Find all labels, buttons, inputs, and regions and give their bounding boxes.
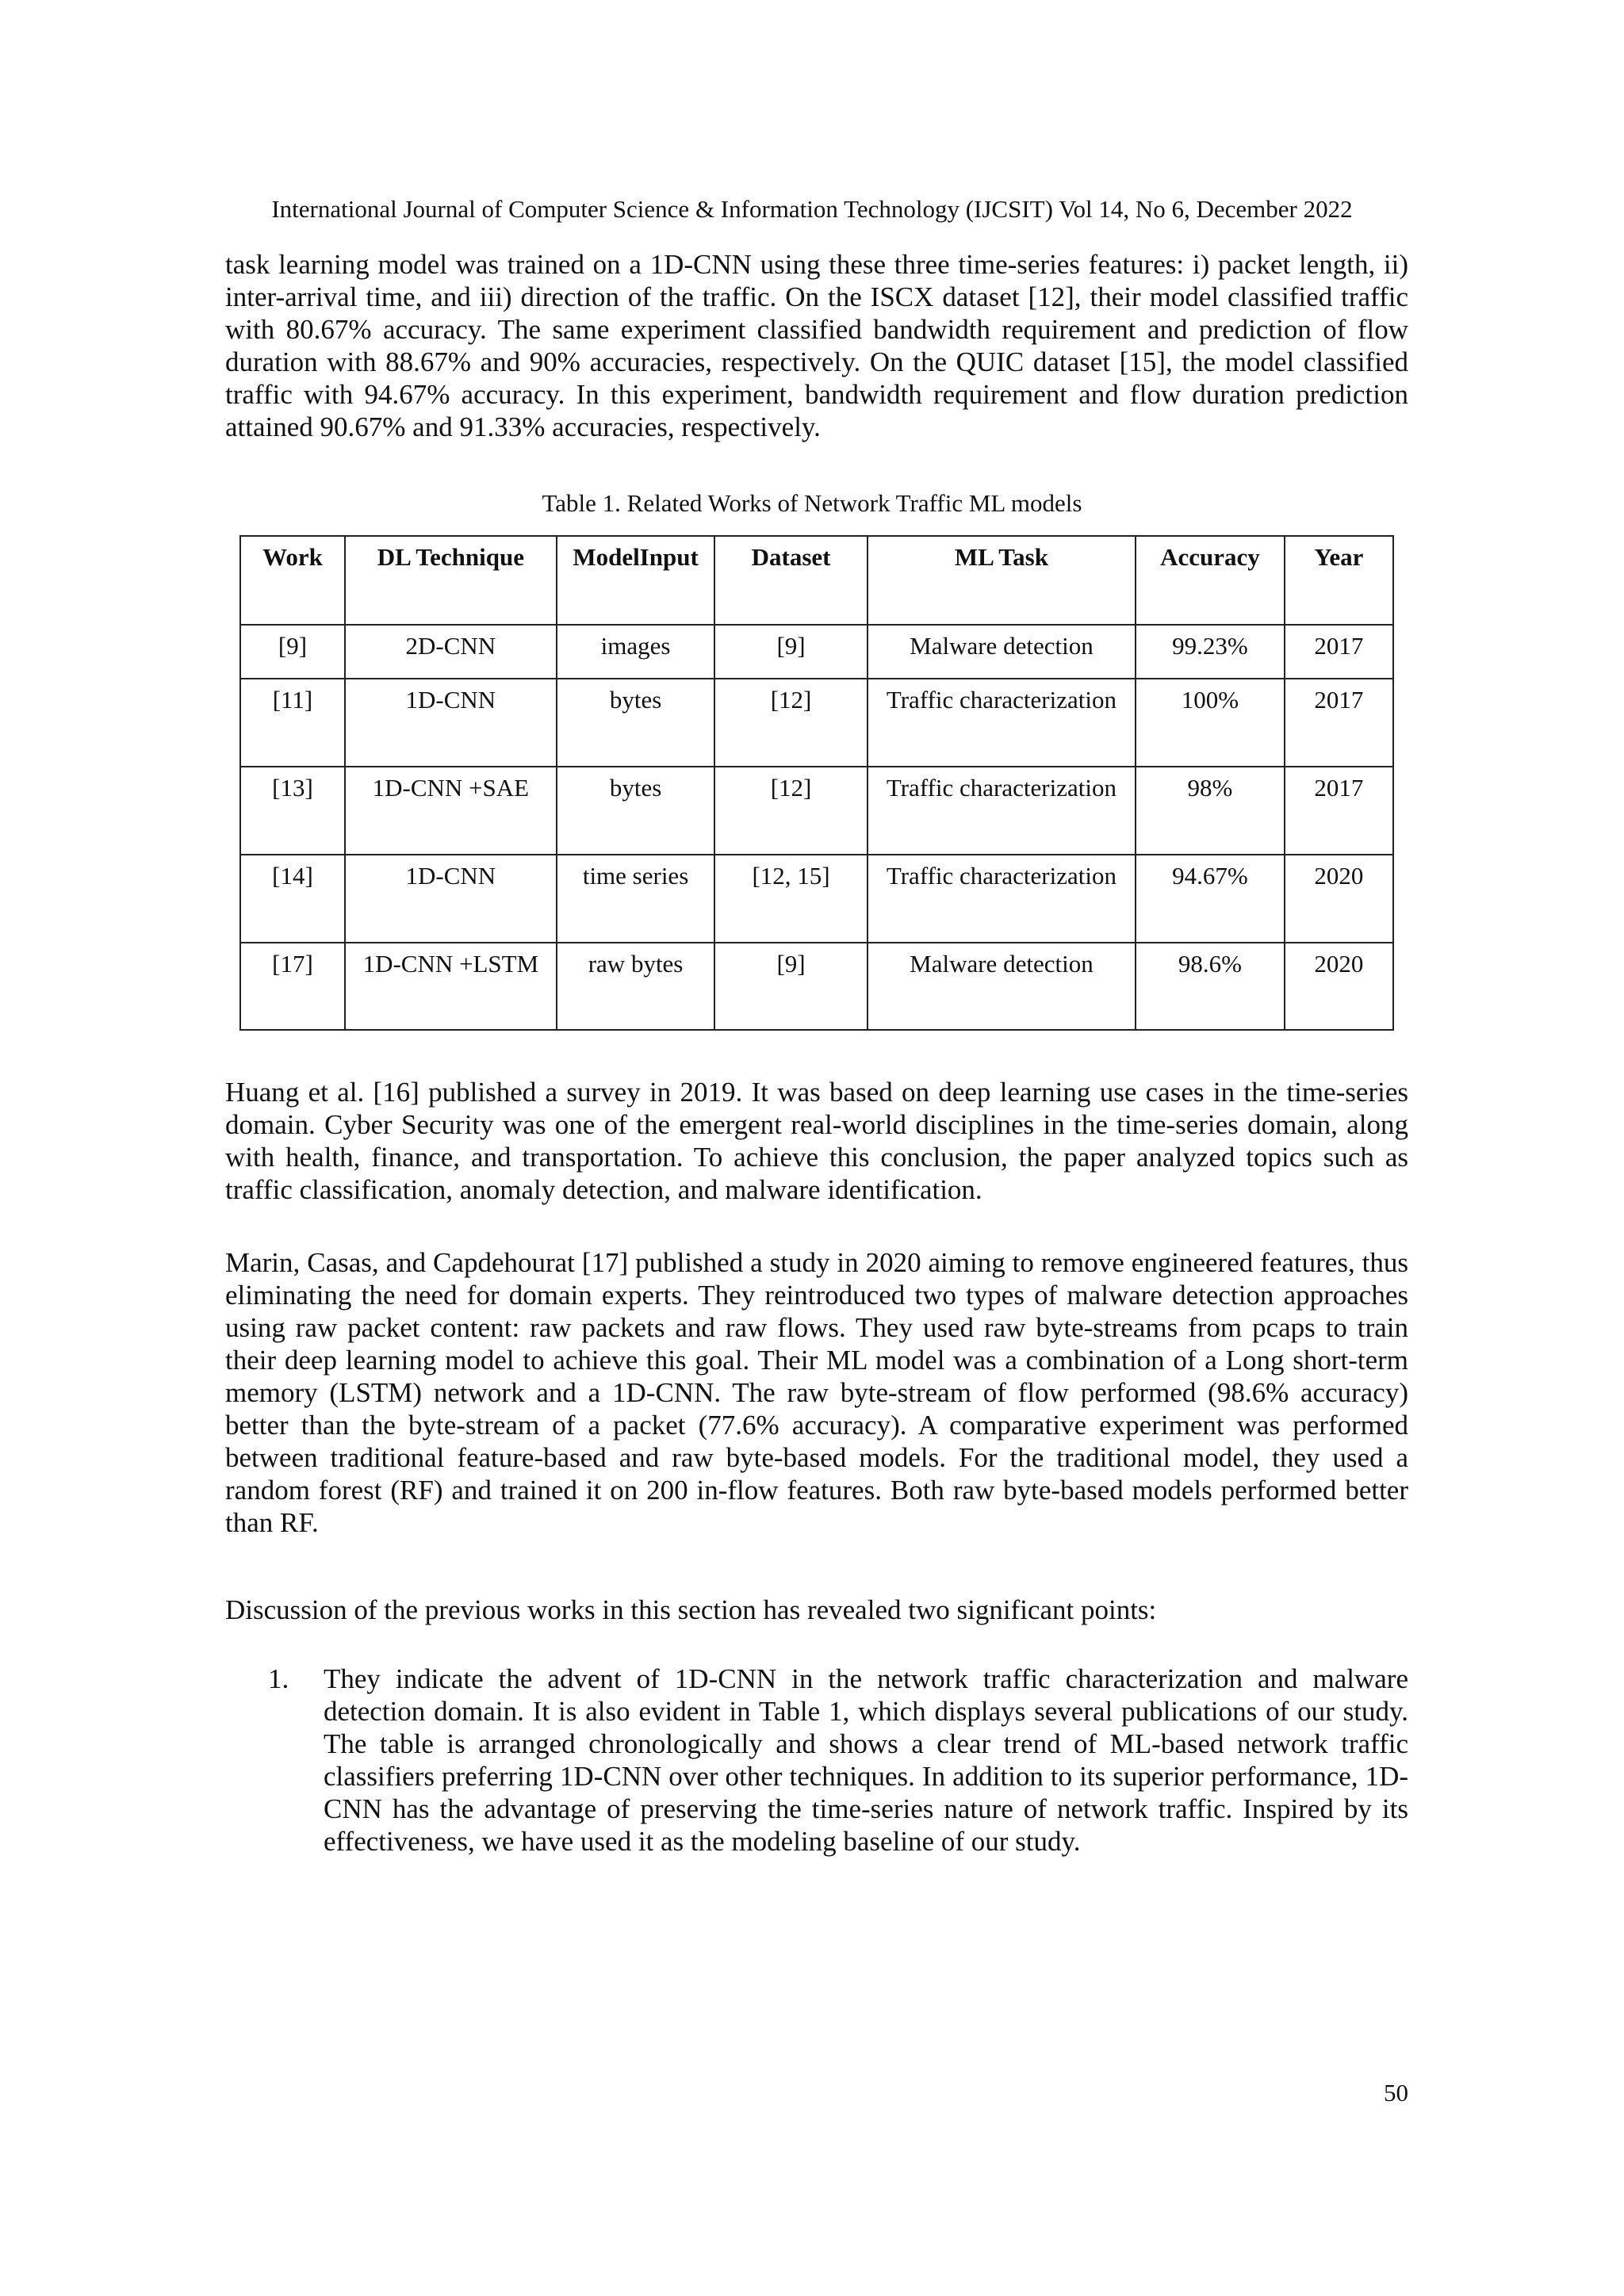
table-row [240, 855, 1393, 943]
table-cell: 2017 [1285, 767, 1393, 855]
table-cell: Traffic characterization [868, 679, 1136, 767]
table-cell: Malware detection [868, 943, 1136, 1030]
table-row [240, 625, 1393, 679]
table-cell: 1D-CNN +SAE [345, 767, 557, 855]
table-cell: [9] [714, 625, 867, 679]
table-cell: [12] [714, 679, 867, 767]
related-works-table [239, 535, 1394, 1031]
table-cell: 98% [1136, 767, 1285, 855]
header-cell: Accuracy [1136, 536, 1285, 625]
table-cell: [12] [714, 767, 867, 855]
table-cell: [9] [714, 943, 867, 1030]
table-header-row [240, 536, 1393, 625]
header-cell: Year [1285, 536, 1393, 625]
table-cell: [17] [240, 943, 345, 1030]
table-cell: 2020 [1285, 943, 1393, 1030]
page-number: 50 [1384, 2079, 1408, 2107]
table-cell: bytes [557, 767, 715, 855]
journal-header: International Journal of Computer Science & Information Technology (IJCSIT) Vol 14, No 6, December 2022 [271, 195, 1353, 223]
header-cell: DL Technique [345, 536, 557, 625]
table-cell: 2020 [1285, 855, 1393, 943]
table-cell: 2017 [1285, 679, 1393, 767]
table-cell: 99.23% [1136, 625, 1285, 679]
table-cell: raw bytes [557, 943, 715, 1030]
table-cell: [9] [240, 625, 345, 679]
marin-paragraph: Marin, Casas, and Capdehourat [17] published a study in 2020 aiming to remove engineered features, thus eliminating the need for domain experts. They reintroduced two types of malware detection approaches using raw packet content: raw packets and raw flows. They used raw byte-streams from pcaps to train their deep learning model to achieve this goal. Their ML model was a combination of a Long short-term memory (LSTM) network and a 1D-CNN. The raw byte-stream of flow performed (98.6% accuracy) better than the byte-stream of a packet (77.6% accuracy). A comparative experiment was performed between traditional feature-based and raw byte-based models. For the traditional model, they used a random forest (RF) and trained it on 200 in-flow features. Both raw byte-based models performed better than RF. [225, 1247, 1408, 1538]
table-cell: 100% [1136, 679, 1285, 767]
table-cell: 2017 [1285, 625, 1393, 679]
intro-paragraph: task learning model was trained on a 1D-CNN using these three time-series features: i) packet length, ii) inter-arrival time, and iii) direction of the traffic. On the ISCX dataset [12], their model classified traffic with 80.67% accuracy. The same experiment classified bandwidth requirement and prediction of flow duration with 88.67% and 90% accuracies, respectively. On the QUIC dataset [15], the model classified traffic with 94.67% accuracy. In this experiment, bandwidth requirement and flow duration prediction attained 90.67% and 91.33% accuracies, respectively. [225, 249, 1408, 442]
table-cell: 94.67% [1136, 855, 1285, 943]
table-cell: [11] [240, 679, 345, 767]
table-cell: [12, 15] [714, 855, 867, 943]
table-cell: bytes [557, 679, 715, 767]
table-caption: Table 1. Related Works of Network Traffic ML models [542, 489, 1082, 517]
list-item-number: 1. [268, 1663, 289, 1694]
table-cell: 1D-CNN +LSTM [345, 943, 557, 1030]
table-cell: images [557, 625, 715, 679]
table-row [240, 943, 1393, 1030]
header-cell: Work [240, 536, 345, 625]
table-cell: 2D-CNN [345, 625, 557, 679]
table-row [240, 679, 1393, 767]
table-cell: 1D-CNN [345, 855, 557, 943]
header-cell: ML Task [868, 536, 1136, 625]
table-cell: 1D-CNN [345, 679, 557, 767]
list-item: They indicate the advent of 1D-CNN in the network traffic characterization and malware detection domain. It is also evident in Table 1, which displays several publications of our study. The table is arranged chronologically and shows a clear trend of ML-based network traffic classifiers preferring 1D-CNN over other techniques. In addition to its superior performance, 1D-CNN has the advantage of preserving the time-series nature of network traffic. Inspired by its effectiveness, we have used it as the modeling baseline of our study. [324, 1663, 1408, 1857]
table-row [240, 767, 1393, 855]
discussion-paragraph: Discussion of the previous works in this section has revealed two significant points: [225, 1594, 1157, 1625]
table-cell: Malware detection [868, 625, 1136, 679]
table-cell: Traffic characterization [868, 855, 1136, 943]
table-cell: [14] [240, 855, 345, 943]
huang-paragraph: Huang et al. [16] published a survey in 2019. It was based on deep learning use cases in the time-series domain. Cyber Security was one of the emergent real-world disciplines in the time-series domain, along with health, finance, and transportation. To achieve this conclusion, the paper analyzed topics such as traffic classification, anomaly detection, and malware identification. [225, 1077, 1408, 1205]
table-cell: Traffic characterization [868, 767, 1136, 855]
header-cell: Dataset [714, 536, 867, 625]
header-cell: ModelInput [557, 536, 715, 625]
table-cell: time series [557, 855, 715, 943]
table-cell: 98.6% [1136, 943, 1285, 1030]
table-cell: [13] [240, 767, 345, 855]
